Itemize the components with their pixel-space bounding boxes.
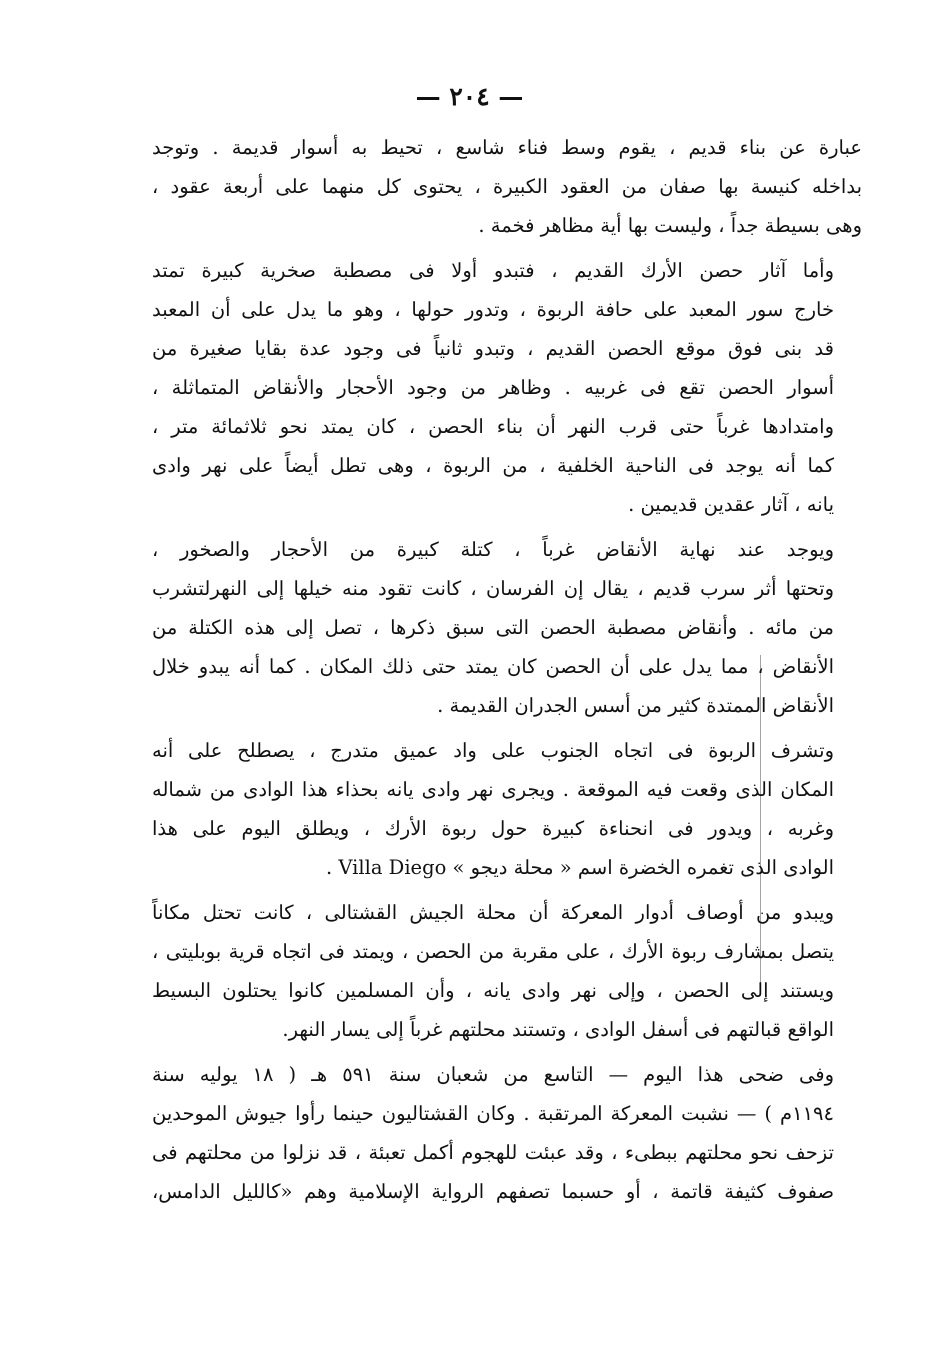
text-line: من مائه . وأنقاض مصطبة الحصن التى سبق ذكرها ، تصل إلى هذه الكتلة من [152,616,834,639]
text-line: الأنقاض ، مما يدل على أن الحصن كان يمتد حتى ذلك المكان . كما أنه يبدو خلال [152,655,834,678]
text-line: الواقع قبالتهم فى أسفل الوادى ، وتستند محلتهم غرباً إلى يسار النهر. [282,1018,834,1041]
text-line: الأنقاض الممتدة كثير من أسس الجدران القديمة . [437,694,834,717]
body-text [152,128,862,1217]
text-line: تزحف نحو محلتهم ببطىء ، وقد عبئت للهجوم أكمل تعبئة ، قد نزلوا من محلتهم فى [152,1141,834,1164]
text-line: خارج سور المعبد على حافة الربوة ، وتدور حولها ، وهو ما يدل على أن المعبد [152,298,834,321]
text-line: يتصل بمشارف ربوة الأرك ، على مقربة من الحصن ، ويمتد فى اتجاه قرية بوبليتى ، [152,940,834,963]
paragraph [152,128,862,245]
paragraph [152,731,862,887]
text-line: ويوجد عند نهاية الأنقاض غرباً ، كتلة كبيرة من الأحجار والصخور ، [152,538,834,561]
paragraph [152,530,862,725]
text-line: صفوف كثيفة قاتمة ، أو حسبما تصفهم الرواية الإسلامية وهم «كالليل الدامس، [152,1180,834,1203]
text-line: وفى ضحى هذا اليوم — التاسع من شعبان سنة ٥٩١ هـ ( ١٨ يوليه سنة [152,1063,835,1086]
paragraph [152,893,862,1049]
text-line: المكان الذى وقعت فيه الموقعة . ويجرى نهر وادى يانه بحذاء هذا الوادى من شماله [152,778,834,801]
text-line: وتشرف الربوة فى اتجاه الجنوب على واد عميق متدرج ، يصطلح على أنه [152,739,834,762]
paragraph [152,1055,862,1211]
page-number: — ٢٠٤ — [415,82,524,111]
text-line: ويبدو من أوصاف أدوار المعركة أن محلة الجيش القشتالى ، كانت تحتل مكاناً [152,901,834,924]
text-line: عبارة عن بناء قديم ، يقوم وسط فناء شاسع ، تحيط به أسوار قديمة . وتوجد [152,136,862,159]
text-line: قد بنى فوق موقع الحصن القديم ، وتبدو ثانياً فى وجود عدة بقايا صغيرة من [152,337,834,360]
text-line: الوادى الذى تغمره الخضرة اسم « محلة ديجو » Villa Diego . [326,856,834,879]
text-line: يانه ، آثار عقدين قديمين . [628,493,834,516]
text-line: كما أنه يوجد فى الناحية الخلفية ، من الربوة ، وهى تطل أيضاً على نهر وادى [152,454,834,477]
text-line: وهى بسيطة جداً ، وليست بها أية مظاهر فخمة . [478,214,862,237]
text-line: وأما آثار حصن الأرك القديم ، فتبدو أولا فى مصطبة صخرية كبيرة تمتد [152,259,834,282]
text-line: وتحتها أثر سرب قديم ، يقال إن الفرسان ، كانت تقود منه خيلها إلى النهرلتشرب [152,577,834,600]
text-line: وامتدادها غرباً حتى قرب النهر أن بناء الحصن ، كان يمتد نحو ثلاثمائة متر ، [152,415,834,438]
text-line: أسوار الحصن تقع فى غربيه . وظاهر من وجود الأحجار والأنقاض المتماثلة ، [152,376,834,399]
paragraph [152,251,862,524]
text-line: ١١٩٤م ) — نشبت المعركة المرتقبة . وكان القشتاليون حينما رأوا جيوش الموحدين [152,1102,834,1125]
text-line: وغربه ، ويدور فى انحناءة كبيرة حول ربوة الأرك ، ويطلق اليوم على هذا [152,817,834,840]
text-line: ويستند إلى الحصن ، وإلى نهر وادى يانه ، وأن المسلمين كانوا يحتلون البسيط [152,979,834,1002]
text-line: بداخله كنيسة بها صفان من العقود الكبيرة ، يحتوى كل منهما على أربعة عقود ، [152,175,862,198]
